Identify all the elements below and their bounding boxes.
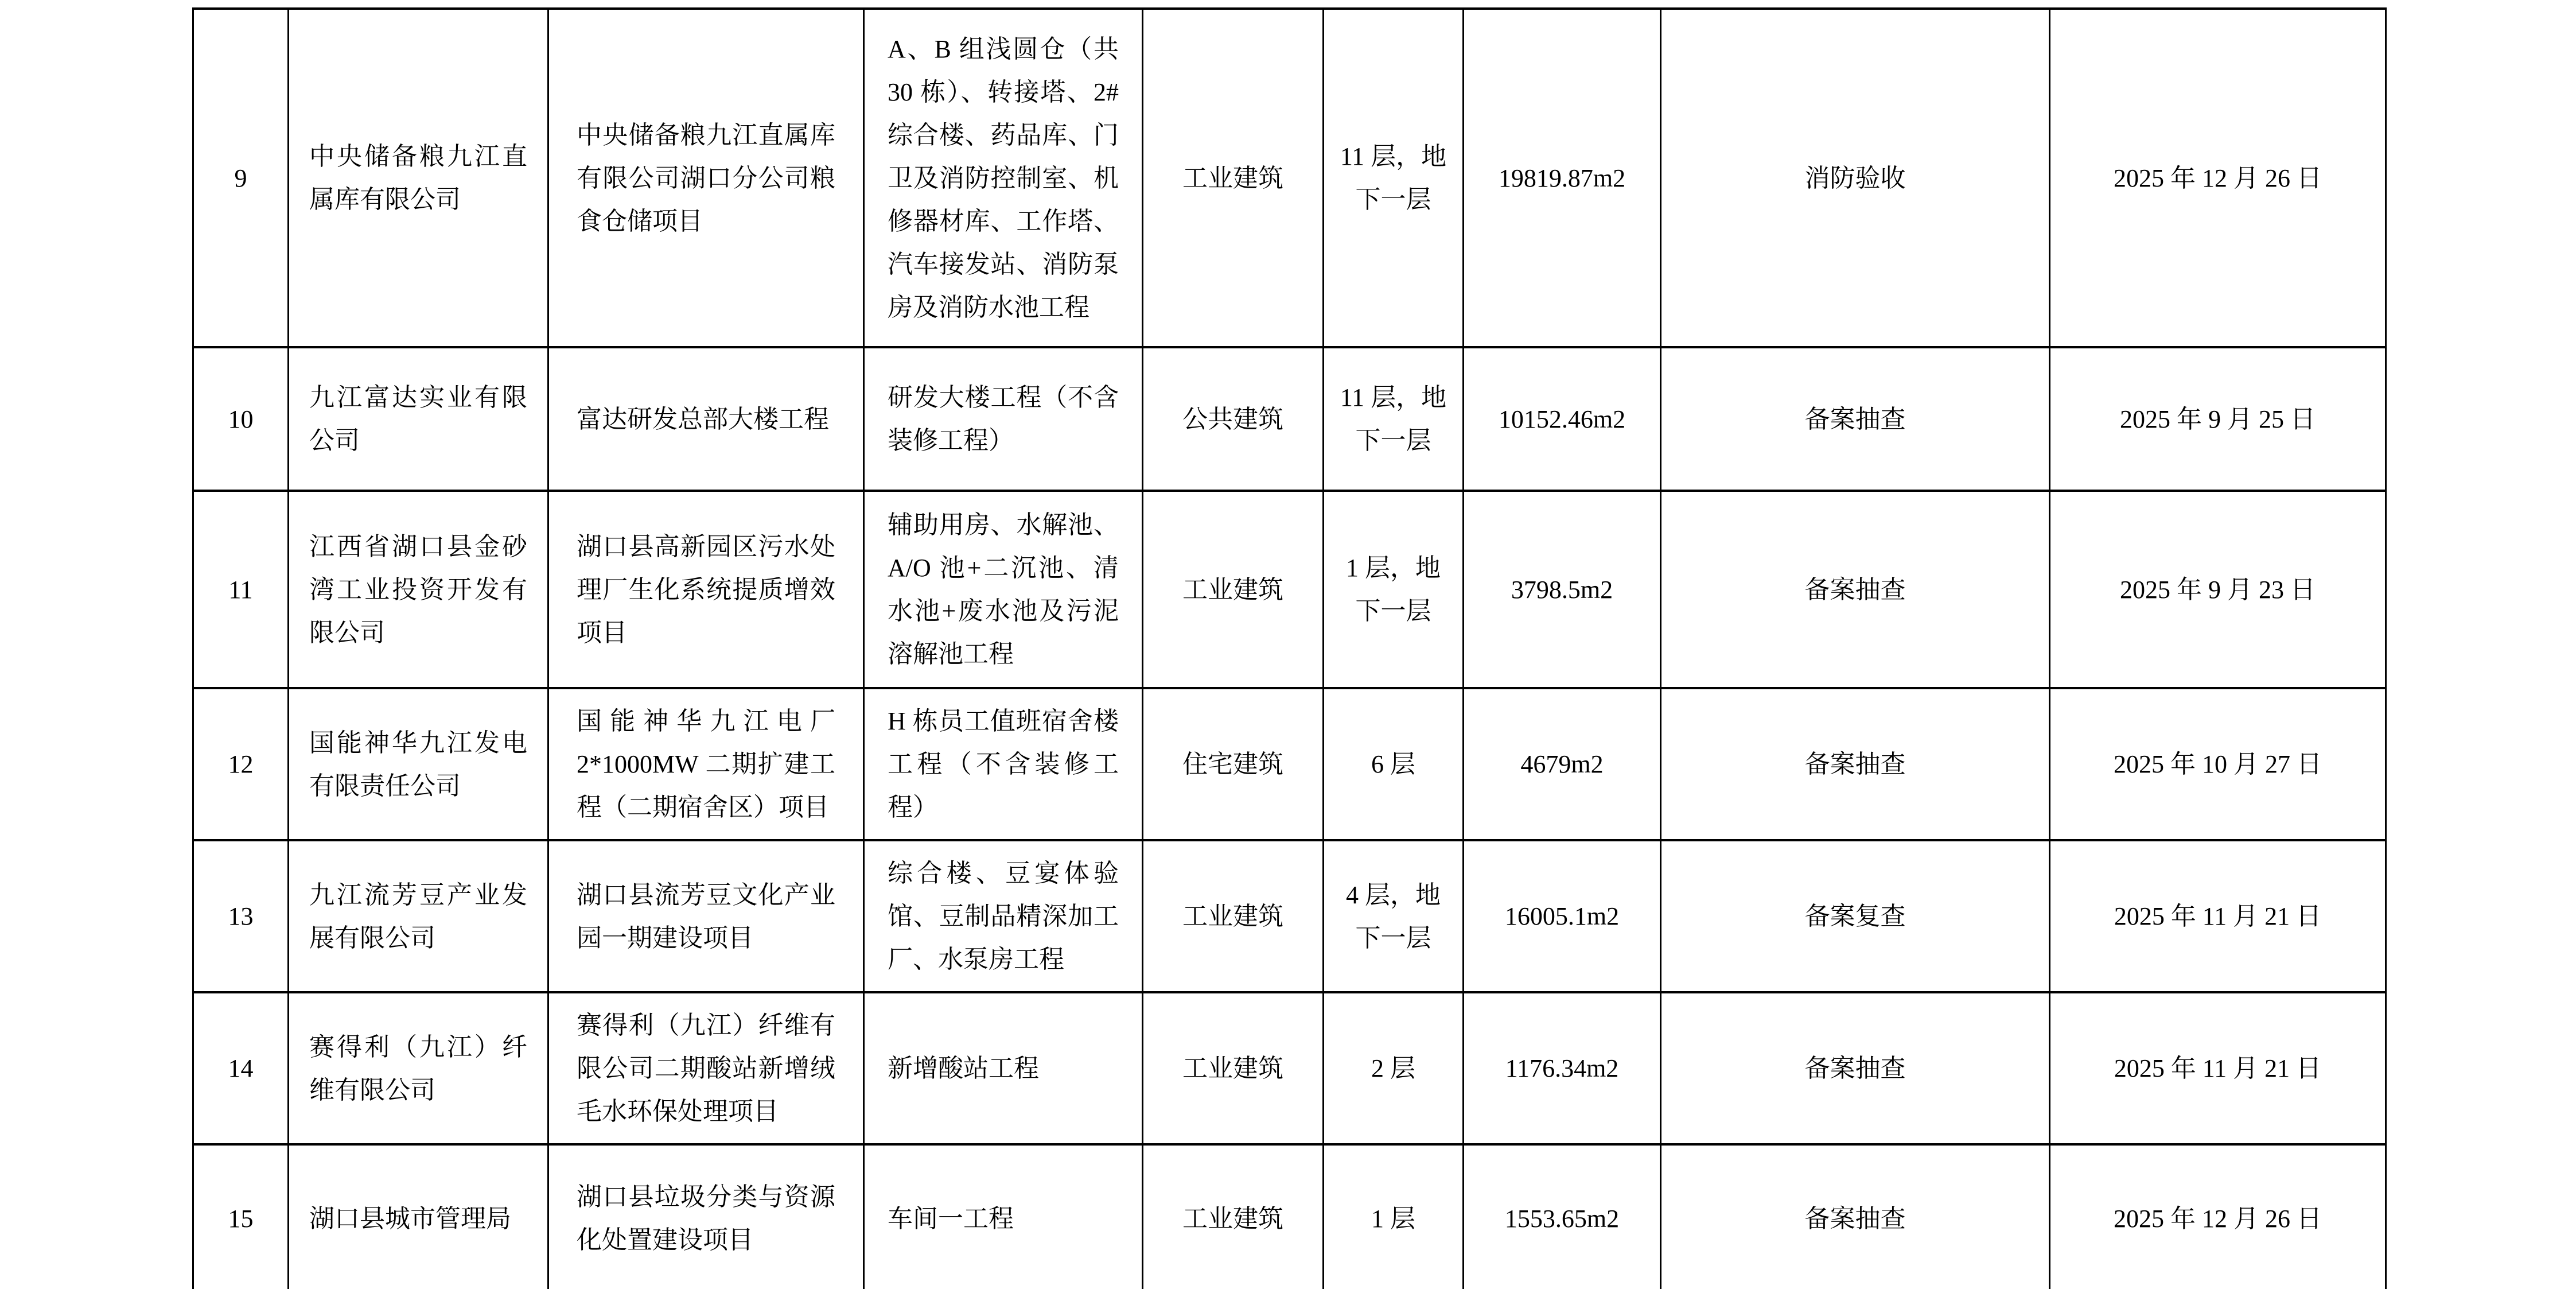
cell-company-name: 国能神华九江发电有限责任公司 — [289, 688, 548, 840]
cell-project-name: 湖口县流芳豆文化产业园一期建设项目 — [548, 840, 864, 992]
cell-company-name: 九江流芳豆产业发展有限公司 — [289, 840, 548, 992]
cell-project-name: 赛得利（九江）纤维有限公司二期酸站新增绒毛水环保处理项目 — [548, 992, 864, 1144]
cell-floors: 11 层，地下一层 — [1324, 347, 1464, 491]
cell-completion-date: 2025 年 10 月 27 日 — [2050, 688, 2386, 840]
cell-completion-date: 2025 年 11 月 21 日 — [2050, 840, 2386, 992]
projects-table — [192, 7, 2387, 1289]
cell-building-type: 公共建筑 — [1143, 347, 1324, 491]
cell-inspection-method: 备案复查 — [1661, 840, 2050, 992]
cell-area: 19819.87m2 — [1464, 9, 1661, 347]
table-row — [193, 688, 2386, 840]
cell-completion-date: 2025 年 9 月 25 日 — [2050, 347, 2386, 491]
cell-company-name: 江西省湖口县金砂湾工业投资开发有限公司 — [289, 491, 548, 688]
cell-floors: 11 层，地下一层 — [1324, 9, 1464, 347]
cell-floors: 4 层，地下一层 — [1324, 840, 1464, 992]
cell-floors: 2 层 — [1324, 992, 1464, 1144]
cell-inspection-method: 消防验收 — [1661, 9, 2050, 347]
table-row — [193, 491, 2386, 688]
cell-company-name: 中央储备粮九江直属库有限公司 — [289, 9, 548, 347]
cell-company-name: 湖口县城市管理局 — [289, 1144, 548, 1289]
cell-serial-number: 13 — [193, 840, 289, 992]
cell-building-type: 工业建筑 — [1143, 840, 1324, 992]
cell-company-name: 赛得利（九江）纤维有限公司 — [289, 992, 548, 1144]
cell-project-scope: 综合楼、豆宴体验馆、豆制品精深加工厂、水泵房工程 — [864, 840, 1143, 992]
cell-building-type: 住宅建筑 — [1143, 688, 1324, 840]
cell-area: 4679m2 — [1464, 688, 1661, 840]
cell-floors: 6 层 — [1324, 688, 1464, 840]
cell-building-type: 工业建筑 — [1143, 9, 1324, 347]
cell-inspection-method: 备案抽查 — [1661, 347, 2050, 491]
cell-serial-number: 9 — [193, 9, 289, 347]
cell-project-scope: A、B 组浅圆仓（共 30 栋）、转接塔、2#综合楼、药品库、门卫及消防控制室、机修器材库、工作塔、汽车接发站、消防泵房及消防水池工程 — [864, 9, 1143, 347]
cell-building-type: 工业建筑 — [1143, 1144, 1324, 1289]
cell-project-name: 富达研发总部大楼工程 — [548, 347, 864, 491]
cell-serial-number: 10 — [193, 347, 289, 491]
cell-completion-date: 2025 年 12 月 26 日 — [2050, 1144, 2386, 1289]
cell-area: 16005.1m2 — [1464, 840, 1661, 992]
cell-serial-number: 14 — [193, 992, 289, 1144]
cell-project-name: 国能神华九江电厂 2*1000MW 二期扩建工程（二期宿舍区）项目 — [548, 688, 864, 840]
cell-completion-date: 2025 年 11 月 21 日 — [2050, 992, 2386, 1144]
table-row — [193, 347, 2386, 491]
cell-inspection-method: 备案抽查 — [1661, 1144, 2050, 1289]
cell-area: 1553.65m2 — [1464, 1144, 1661, 1289]
cell-project-scope: 研发大楼工程（不含装修工程） — [864, 347, 1143, 491]
cell-completion-date: 2025 年 9 月 23 日 — [2050, 491, 2386, 688]
cell-building-type: 工业建筑 — [1143, 491, 1324, 688]
table-row — [193, 9, 2386, 347]
cell-area: 3798.5m2 — [1464, 491, 1661, 688]
cell-project-scope: 新增酸站工程 — [864, 992, 1143, 1144]
cell-serial-number: 12 — [193, 688, 289, 840]
cell-project-name: 中央储备粮九江直属库有限公司湖口分公司粮食仓储项目 — [548, 9, 864, 347]
cell-project-scope: 辅助用房、水解池、A/O 池+二沉池、清水池+废水池及污泥溶解池工程 — [864, 491, 1143, 688]
cell-inspection-method: 备案抽查 — [1661, 491, 2050, 688]
cell-completion-date: 2025 年 12 月 26 日 — [2050, 9, 2386, 347]
cell-floors: 1 层 — [1324, 1144, 1464, 1289]
table-row — [193, 840, 2386, 992]
cell-area: 1176.34m2 — [1464, 992, 1661, 1144]
table-row — [193, 1144, 2386, 1289]
cell-building-type: 工业建筑 — [1143, 992, 1324, 1144]
cell-project-scope: H 栋员工值班宿舍楼工程（不含装修工程） — [864, 688, 1143, 840]
cell-serial-number: 11 — [193, 491, 289, 688]
cell-company-name: 九江富达实业有限公司 — [289, 347, 548, 491]
cell-area: 10152.46m2 — [1464, 347, 1661, 491]
cell-inspection-method: 备案抽查 — [1661, 688, 2050, 840]
cell-serial-number: 15 — [193, 1144, 289, 1289]
cell-project-name: 湖口县垃圾分类与资源化处置建设项目 — [548, 1144, 864, 1289]
cell-floors: 1 层，地下一层 — [1324, 491, 1464, 688]
cell-project-name: 湖口县高新园区污水处理厂生化系统提质增效项目 — [548, 491, 864, 688]
table-row — [193, 992, 2386, 1144]
cell-project-scope: 车间一工程 — [864, 1144, 1143, 1289]
cell-inspection-method: 备案抽查 — [1661, 992, 2050, 1144]
